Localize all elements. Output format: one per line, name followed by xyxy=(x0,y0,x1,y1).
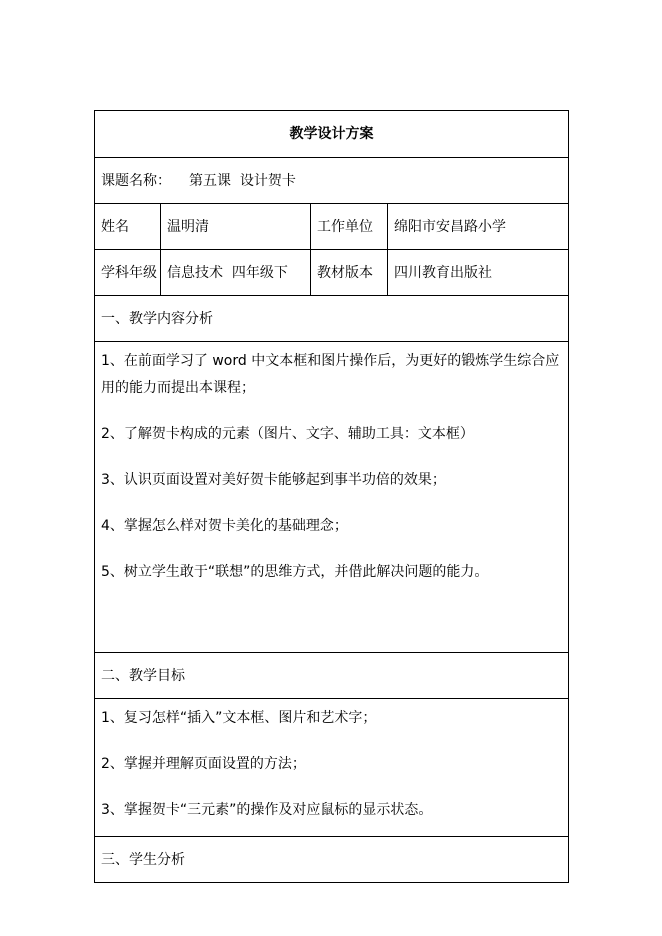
list-item: 2、掌握并理解页面设置的方法； xyxy=(101,756,306,772)
list-item: 4、掌握怎么样对贺卡美化的基础理念； xyxy=(101,518,348,534)
lesson-cell xyxy=(95,158,569,204)
name-value: 温明清 xyxy=(161,204,311,250)
list-item: 3、认识页面设置对美好贺卡能够起到事半功倍的效果； xyxy=(101,472,446,488)
edition-value: 四川教育出版社 xyxy=(388,250,569,296)
section-heading: 二、教学目标 xyxy=(95,653,569,699)
list-item: 2、了解贺卡构成的元素（图片、文字、辅助工具：文本框） xyxy=(101,426,474,442)
lesson-value: 第五课 设计贺卡 xyxy=(189,172,296,189)
content-analysis-cell xyxy=(95,342,569,653)
section-heading: 一、教学内容分析 xyxy=(95,296,569,342)
list-item: 5、树立学生敢于“联想”的思维方式，并借此解决问题的能力。 xyxy=(101,564,489,580)
subject-row xyxy=(95,250,569,296)
title-row xyxy=(95,111,569,158)
teacher-row xyxy=(95,204,569,250)
section-content-analysis-head xyxy=(95,296,569,342)
objectives-cell xyxy=(95,699,569,837)
section-student-head xyxy=(95,837,569,883)
edition-label: 教材版本 xyxy=(311,250,388,296)
name-label: 姓名 xyxy=(95,204,161,250)
lesson-label: 课题名称： xyxy=(101,172,171,189)
work-label: 工作单位 xyxy=(311,204,388,250)
list-item: 3、掌握贺卡“三元素”的操作及对应鼠标的显示状态。 xyxy=(101,802,433,818)
section-heading: 三、学生分析 xyxy=(95,837,569,883)
subject-value: 信息技术 四年级下 xyxy=(161,250,311,296)
list-item: 1、在前面学习了 word 中文本框和图片操作后，为更好的锻炼学生综合应用的能力而提出本课程； xyxy=(101,353,560,396)
section-objectives-body xyxy=(95,699,569,837)
subject-label: 学科年级 xyxy=(95,250,161,296)
lesson-plan-table xyxy=(94,110,569,883)
document-title: 教学设计方案 xyxy=(95,111,569,158)
section-objectives-head xyxy=(95,653,569,699)
section-content-analysis-body xyxy=(95,342,569,653)
list-item: 1、复习怎样“插入”文本框、图片和艺术字； xyxy=(101,710,377,726)
work-value: 绵阳市安昌路小学 xyxy=(388,204,569,250)
lesson-row xyxy=(95,158,569,204)
